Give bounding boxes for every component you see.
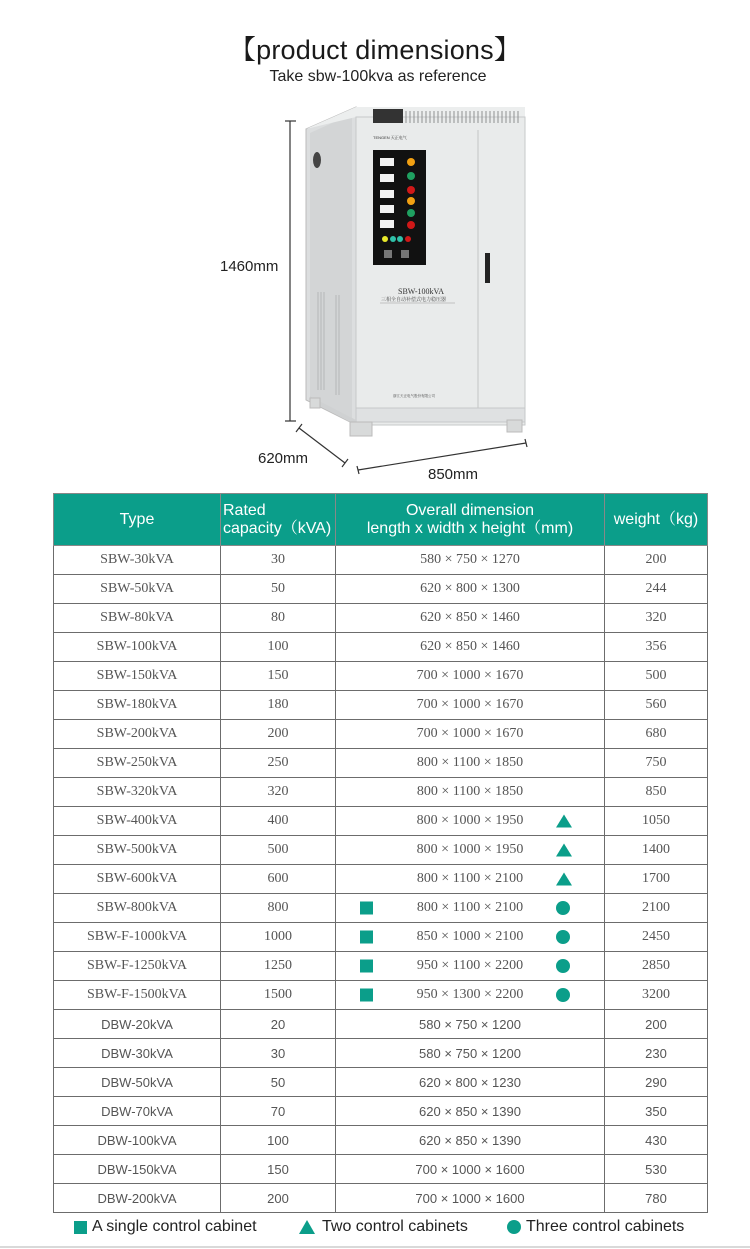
header-dimension-line2: length x width x height（mm): [366, 519, 574, 537]
cell-weight: 200: [605, 546, 708, 575]
dimension-value: 620 × 850 × 1460: [420, 610, 520, 625]
cabinet-image: [0, 100, 750, 490]
cell-weight: 290: [605, 1068, 708, 1097]
table-row: [54, 1010, 708, 1039]
cell-dimension: [336, 1155, 605, 1184]
cell-type: SBW-250kVA: [54, 749, 221, 778]
cell-dimension: [336, 778, 605, 807]
dimension-value: 700 × 1000 × 1670: [416, 726, 524, 741]
cell-type: SBW-F-1500kVA: [54, 981, 221, 1010]
header-capacity-line1: Rated: [223, 501, 266, 519]
table-row: [54, 633, 708, 662]
header-capacity: [221, 494, 336, 546]
cell-type: DBW-70kVA: [54, 1097, 221, 1126]
cell-type: SBW-800kVA: [54, 894, 221, 923]
cell-type: SBW-F-1000kVA: [54, 923, 221, 952]
cell-type: SBW-150kVA: [54, 662, 221, 691]
table-row: [54, 981, 708, 1010]
dimension-value: 800 × 1100 × 1850: [416, 784, 524, 799]
header-dimension-line1: Overall dimension: [405, 501, 535, 519]
table-row: [54, 749, 708, 778]
cell-capacity: 1000: [221, 923, 336, 952]
page-title: 【product dimensions】: [228, 35, 522, 65]
dimension-value: 620 × 800 × 1230: [419, 1074, 521, 1090]
table-row: [54, 691, 708, 720]
table-row: [54, 1126, 708, 1155]
table-row: [54, 1039, 708, 1068]
legend: [0, 1218, 750, 1242]
cell-capacity: 600: [221, 865, 336, 894]
dimension-value: 620 × 850 × 1460: [420, 639, 520, 654]
cell-capacity: 50: [221, 1068, 336, 1097]
cell-capacity: 180: [221, 691, 336, 720]
table-row: [54, 604, 708, 633]
cell-dimension: [336, 894, 605, 923]
cell-type: SBW-320kVA: [54, 778, 221, 807]
table-row: [54, 836, 708, 865]
triangle-icon: [556, 844, 572, 857]
cell-type: DBW-150kVA: [54, 1155, 221, 1184]
circle-icon: [556, 901, 570, 915]
cell-dimension: [336, 749, 605, 778]
cell-type: SBW-30kVA: [54, 546, 221, 575]
cell-type: SBW-F-1250kVA: [54, 952, 221, 981]
cell-capacity: 1250: [221, 952, 336, 981]
cell-type: DBW-100kVA: [54, 1126, 221, 1155]
dimension-value: 620 × 850 × 1390: [419, 1132, 521, 1148]
cell-capacity: 320: [221, 778, 336, 807]
page-subtitle: Take sbw-100kva as reference: [269, 68, 487, 85]
legend-item-three: [507, 1218, 684, 1236]
circle-icon: [556, 959, 570, 973]
cell-weight: 320: [605, 604, 708, 633]
circle-icon: [507, 1220, 521, 1234]
square-icon: [360, 902, 373, 915]
legend-label-two: Two control cabinets: [322, 1218, 468, 1235]
header-dimension: [336, 494, 605, 546]
product-illustration: [0, 100, 750, 490]
cell-weight: 1400: [605, 836, 708, 865]
cell-capacity: 80: [221, 604, 336, 633]
spec-table: [53, 493, 708, 1213]
cell-type: DBW-200kVA: [54, 1184, 221, 1213]
circle-icon: [556, 988, 570, 1002]
cell-weight: 430: [605, 1126, 708, 1155]
table-row: [54, 894, 708, 923]
table-row: [54, 575, 708, 604]
legend-label-three: Three control cabinets: [526, 1218, 685, 1235]
dimension-value: 850 × 1000 × 2100: [416, 929, 524, 944]
table-row: [54, 807, 708, 836]
cell-capacity: 1500: [221, 981, 336, 1010]
svg-text:浙江天正电气股份有限公司: 浙江天正电气股份有限公司: [393, 394, 435, 398]
cell-type: SBW-180kVA: [54, 691, 221, 720]
header-capacity-line2: capacity（kVA): [223, 519, 332, 537]
legend-item-single: [74, 1218, 257, 1236]
svg-text:三相全自动补偿式电力稳压器: 三相全自动补偿式电力稳压器: [381, 297, 447, 303]
dimension-value: 620 × 850 × 1390: [419, 1103, 521, 1119]
cell-weight: 750: [605, 749, 708, 778]
table-row: [54, 1097, 708, 1126]
cell-capacity: 100: [221, 633, 336, 662]
header-type: Type: [54, 494, 221, 546]
cell-weight: 3200: [605, 981, 708, 1010]
cell-weight: 1700: [605, 865, 708, 894]
cell-dimension: [336, 1097, 605, 1126]
cell-type: SBW-400kVA: [54, 807, 221, 836]
cell-capacity: 30: [221, 1039, 336, 1068]
cell-type: SBW-80kVA: [54, 604, 221, 633]
cell-dimension: [336, 952, 605, 981]
cell-capacity: 500: [221, 836, 336, 865]
cell-type: SBW-500kVA: [54, 836, 221, 865]
dimension-value: 700 × 1000 × 1670: [416, 668, 524, 683]
cell-weight: 530: [605, 1155, 708, 1184]
cell-dimension: [336, 1010, 605, 1039]
cell-dimension: [336, 546, 605, 575]
table-row: [54, 662, 708, 691]
table-header-row: [54, 494, 708, 546]
square-icon: [360, 989, 373, 1002]
cell-type: DBW-50kVA: [54, 1068, 221, 1097]
cell-type: DBW-20kVA: [54, 1010, 221, 1039]
cell-type: SBW-200kVA: [54, 720, 221, 749]
cell-capacity: 20: [221, 1010, 336, 1039]
cell-capacity: 800: [221, 894, 336, 923]
cell-dimension: [336, 1184, 605, 1213]
cell-capacity: 400: [221, 807, 336, 836]
table-row: [54, 1184, 708, 1213]
height-dimension-label: 1460mm: [220, 258, 279, 275]
cell-dimension: [336, 807, 605, 836]
cell-weight: 356: [605, 633, 708, 662]
cell-dimension: [336, 1068, 605, 1097]
cell-dimension: [336, 691, 605, 720]
cell-weight: 2100: [605, 894, 708, 923]
cell-dimension: [336, 575, 605, 604]
cell-type: SBW-100kVA: [54, 633, 221, 662]
cell-dimension: [336, 923, 605, 952]
dimension-value: 620 × 800 × 1300: [420, 581, 520, 596]
cell-capacity: 100: [221, 1126, 336, 1155]
legend-label-single: A single control cabinet: [92, 1218, 257, 1235]
cell-capacity: 50: [221, 575, 336, 604]
square-icon: [74, 1221, 87, 1234]
cell-weight: 2450: [605, 923, 708, 952]
dimension-value: 580 × 750 × 1200: [419, 1016, 521, 1032]
cell-weight: 560: [605, 691, 708, 720]
cell-capacity: 30: [221, 546, 336, 575]
dimension-value: 700 × 1000 × 1600: [415, 1161, 525, 1177]
svg-text:TENGEN 天正电气: TENGEN 天正电气: [373, 135, 407, 140]
table-row: [54, 865, 708, 894]
cell-capacity: 200: [221, 1184, 336, 1213]
dimension-value: 700 × 1000 × 1670: [416, 697, 524, 712]
cell-weight: 500: [605, 662, 708, 691]
table-row: [54, 923, 708, 952]
dimension-value: 800 × 1100 × 2100: [416, 871, 524, 886]
cell-weight: 850: [605, 778, 708, 807]
table-row: [54, 546, 708, 575]
cell-dimension: [336, 604, 605, 633]
cell-weight: 244: [605, 575, 708, 604]
svg-text:SBW-100kVA: SBW-100kVA: [398, 287, 445, 296]
square-icon: [360, 931, 373, 944]
cell-dimension: [336, 1126, 605, 1155]
triangle-icon: [556, 873, 572, 886]
cell-dimension: [336, 981, 605, 1010]
table-row: [54, 720, 708, 749]
cell-dimension: [336, 865, 605, 894]
cell-type: SBW-600kVA: [54, 865, 221, 894]
legend-item-two: [299, 1218, 468, 1236]
dimension-value: 800 × 1000 × 1950: [416, 813, 524, 828]
cell-capacity: 200: [221, 720, 336, 749]
cell-weight: 680: [605, 720, 708, 749]
triangle-icon: [556, 815, 572, 828]
cell-dimension: [336, 1039, 605, 1068]
cell-type: SBW-50kVA: [54, 575, 221, 604]
cell-dimension: [336, 633, 605, 662]
cell-capacity: 150: [221, 662, 336, 691]
dimension-value: 580 × 750 × 1270: [420, 552, 520, 567]
table-row: [54, 778, 708, 807]
depth-dimension-label: 620mm: [258, 450, 309, 467]
table-row: [54, 952, 708, 981]
width-dimension-label: 850mm: [428, 466, 479, 483]
cell-dimension: [336, 720, 605, 749]
bottom-divider: [0, 1246, 750, 1248]
cell-weight: 780: [605, 1184, 708, 1213]
dimension-value: 950 × 1100 × 2200: [416, 958, 524, 973]
cell-type: DBW-30kVA: [54, 1039, 221, 1068]
cell-weight: 350: [605, 1097, 708, 1126]
dimension-value: 700 × 1000 × 1600: [415, 1190, 525, 1206]
table-row: [54, 1155, 708, 1184]
cell-weight: 230: [605, 1039, 708, 1068]
cell-weight: 2850: [605, 952, 708, 981]
cell-capacity: 250: [221, 749, 336, 778]
cell-dimension: [336, 662, 605, 691]
cell-weight: 200: [605, 1010, 708, 1039]
header-weight: weight（kg): [605, 494, 708, 546]
square-icon: [360, 960, 373, 973]
cell-capacity: 150: [221, 1155, 336, 1184]
circle-icon: [556, 930, 570, 944]
dimension-value: 800 × 1000 × 1950: [416, 842, 524, 857]
dimension-value: 950 × 1300 × 2200: [416, 987, 524, 1002]
cell-capacity: 70: [221, 1097, 336, 1126]
table-row: [54, 1068, 708, 1097]
dimension-value: 800 × 1100 × 1850: [416, 755, 524, 770]
cell-dimension: [336, 836, 605, 865]
cell-weight: 1050: [605, 807, 708, 836]
triangle-icon: [299, 1220, 315, 1234]
dimension-value: 800 × 1100 × 2100: [416, 900, 524, 915]
dimension-value: 580 × 750 × 1200: [419, 1045, 521, 1061]
table-body: [54, 546, 708, 1213]
